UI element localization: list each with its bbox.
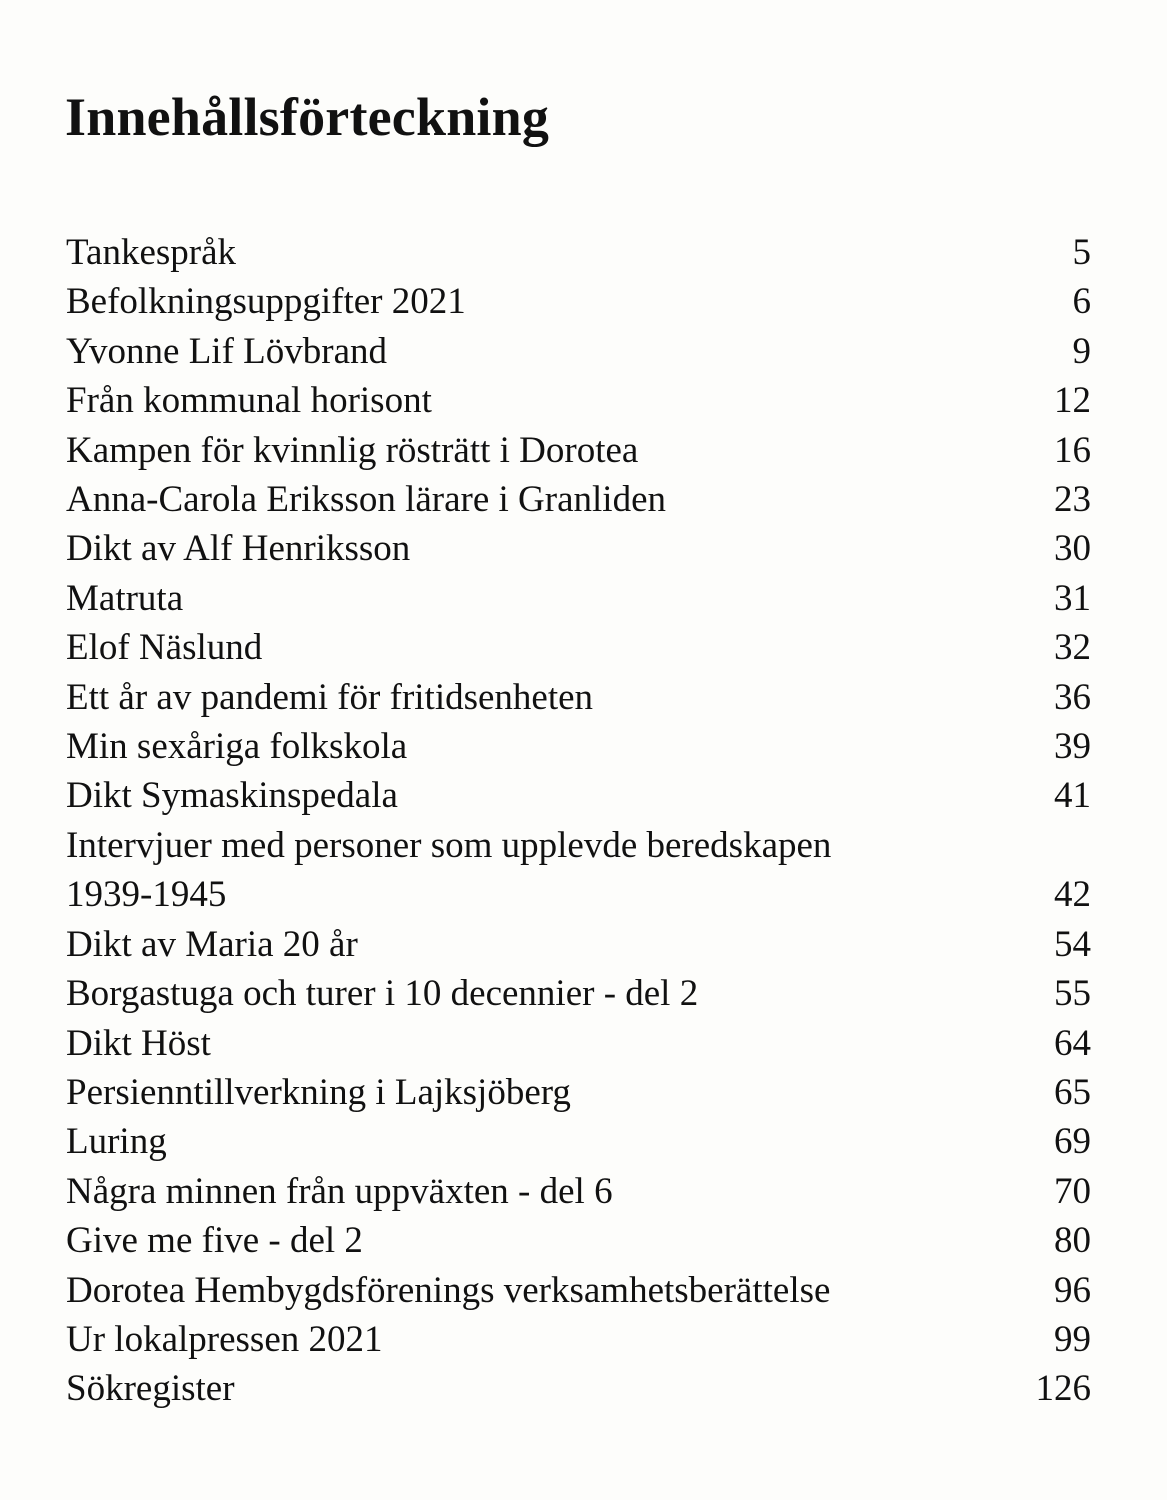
toc-entry-page: 36 xyxy=(1054,676,1091,718)
toc-entry xyxy=(66,969,1091,1018)
toc-entry-title: Matruta xyxy=(66,577,184,619)
toc-entry-page: 126 xyxy=(1035,1368,1091,1410)
toc-entry-page: 16 xyxy=(1054,429,1091,471)
toc-entry-page: 39 xyxy=(1054,726,1091,768)
toc-entry-title: Borgastuga och turer i 10 decennier - del 2 xyxy=(66,973,699,1015)
toc-entry-title: Ur lokalpressen 2021 xyxy=(66,1318,383,1360)
toc-entry-page: 96 xyxy=(1054,1269,1091,1311)
toc-entry-title: Elof Näslund xyxy=(66,627,263,669)
toc-entry xyxy=(66,1117,1091,1166)
toc-entry-title: Dorotea Hembygdsförenings verksamhetsberättelse xyxy=(66,1269,831,1311)
toc-entry-title: Dikt Höst xyxy=(66,1022,211,1064)
toc-entry-page: 12 xyxy=(1054,380,1091,422)
toc-entry xyxy=(66,1315,1091,1364)
toc-entry-title: Persienntillverkning i Lajksjöberg xyxy=(66,1071,571,1113)
toc-entry-title: Sökregister xyxy=(66,1368,235,1410)
toc-entry-page: 30 xyxy=(1054,528,1091,570)
toc-entry-title: Yvonne Lif Lövbrand xyxy=(66,330,387,372)
toc-entry xyxy=(66,1216,1091,1265)
toc-entry-title: Kampen för kvinnlig rösträtt i Dorotea xyxy=(66,429,639,471)
toc-entry xyxy=(66,1364,1091,1413)
toc-entry-page: 42 xyxy=(1054,874,1091,916)
toc-entry xyxy=(66,475,1091,524)
table-of-contents xyxy=(66,228,1091,1414)
toc-entry xyxy=(66,623,1091,672)
toc-entry-title: Från kommunal horisont xyxy=(66,380,432,422)
toc-entry-page: 32 xyxy=(1054,627,1091,669)
toc-entry xyxy=(66,1019,1091,1068)
toc-entry xyxy=(66,277,1091,326)
toc-entry-page: 31 xyxy=(1054,577,1091,619)
toc-entry xyxy=(66,821,1091,920)
toc-entry-page: 64 xyxy=(1054,1022,1091,1064)
toc-entry xyxy=(66,228,1091,277)
toc-entry-page: 6 xyxy=(1072,281,1091,323)
toc-entry xyxy=(66,524,1091,573)
toc-entry-page: 54 xyxy=(1054,923,1091,965)
toc-entry-title: Luring xyxy=(66,1121,167,1163)
toc-entry-title: Dikt Symaskinspedala xyxy=(66,775,398,817)
toc-entry-title: Give me five - del 2 xyxy=(66,1220,363,1262)
toc-entry xyxy=(66,1167,1091,1216)
toc-entry xyxy=(66,376,1091,425)
toc-entry-title: Befolkningsuppgifter 2021 xyxy=(66,281,466,323)
toc-entry xyxy=(66,426,1091,475)
toc-entry-page: 69 xyxy=(1054,1121,1091,1163)
toc-entry xyxy=(66,673,1091,722)
toc-entry-title: Dikt av Alf Henriksson xyxy=(66,528,411,570)
toc-entry-title: Några minnen från uppväxten - del 6 xyxy=(66,1170,613,1212)
toc-entry xyxy=(66,1068,1091,1117)
toc-entry-page: 65 xyxy=(1054,1071,1091,1113)
toc-entry xyxy=(66,722,1091,771)
toc-entry-page: 23 xyxy=(1054,479,1091,521)
toc-entry-title: Ett år av pandemi för fritidsenheten xyxy=(66,676,594,718)
toc-entry xyxy=(66,920,1091,969)
toc-entry-title: Dikt av Maria 20 år xyxy=(66,923,358,965)
toc-entry xyxy=(66,1266,1091,1315)
toc-entry-title: Min sexåriga folkskola xyxy=(66,726,408,768)
toc-entry-page: 5 xyxy=(1072,232,1091,273)
toc-entry-page: 99 xyxy=(1054,1318,1091,1360)
toc-entry xyxy=(66,574,1091,623)
toc-entry-page: 9 xyxy=(1072,330,1091,372)
toc-entry-title: Anna-Carola Eriksson lärare i Granliden xyxy=(66,479,667,521)
toc-entry-page: 70 xyxy=(1054,1170,1091,1212)
page-title: Innehållsförteckning xyxy=(65,87,550,147)
toc-entry xyxy=(66,327,1091,376)
toc-entry xyxy=(66,771,1091,820)
toc-entry-title: Tankespråk xyxy=(66,232,237,273)
toc-entry-page: 41 xyxy=(1054,775,1091,817)
toc-entry-page: 80 xyxy=(1054,1220,1091,1262)
toc-entry-title: Intervjuer med personer som upplevde beredskapen 1939-1945 xyxy=(66,824,832,916)
toc-entry-page: 55 xyxy=(1054,973,1091,1015)
